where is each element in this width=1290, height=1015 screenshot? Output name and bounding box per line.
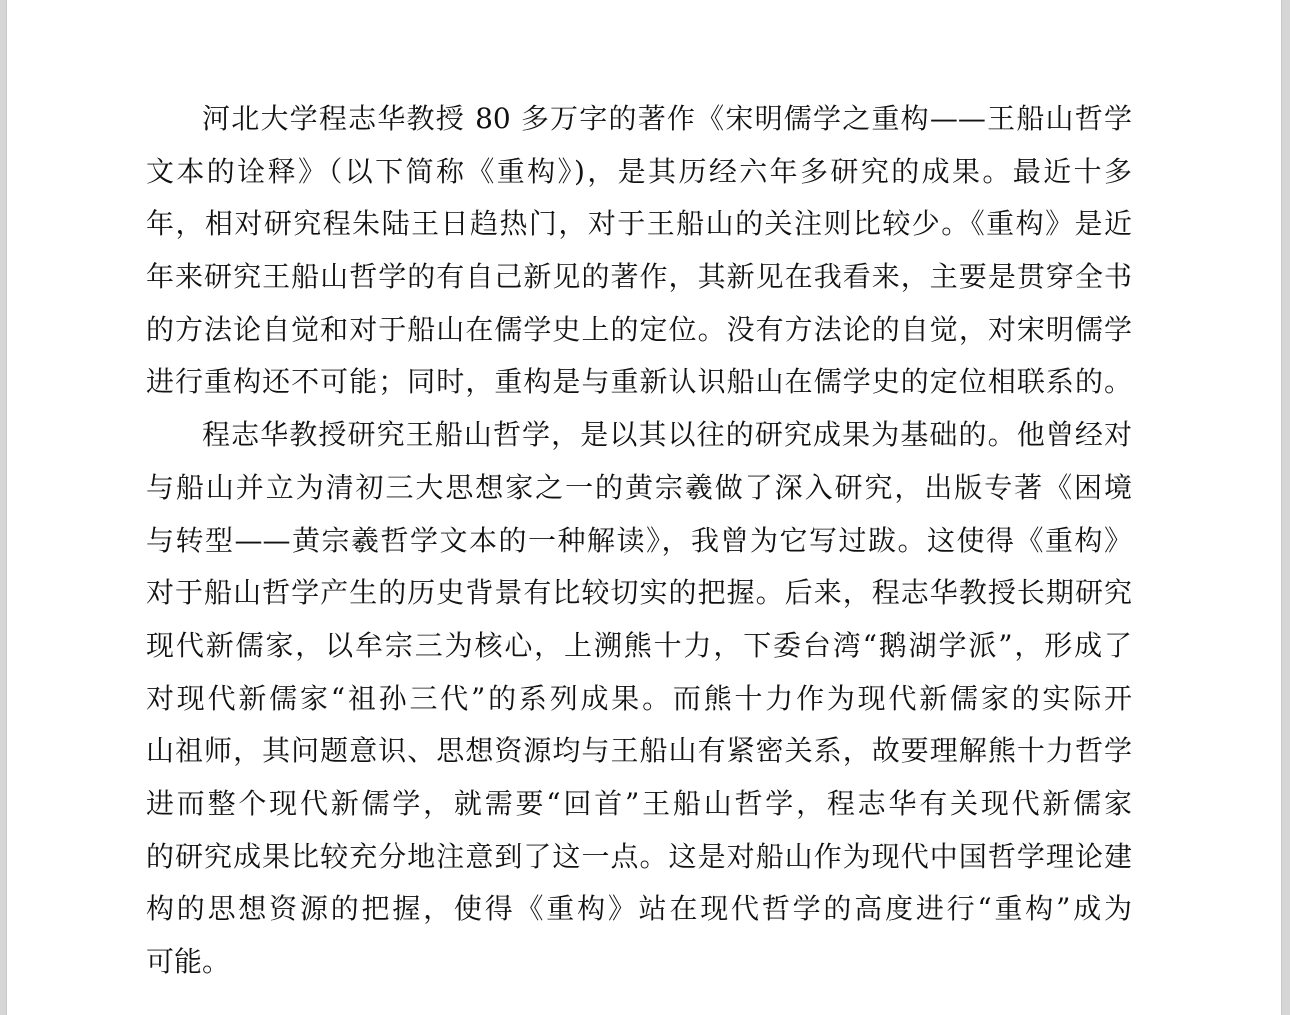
text-line: 进而整个现代新儒学，就需要“回首”王船山哲学，程志华有关现代新儒家 — [146, 786, 1132, 820]
text-line: 可能。 — [146, 945, 231, 978]
paragraph-2 — [146, 409, 1132, 989]
text-line: 进行重构还不可能；同时，重构是与重新认识船山在儒学史的定位相联系的。 — [146, 365, 1132, 399]
text-line: 年，相对研究程朱陆王日趋热门，对于王船山的关注则比较少。《重构》是近 — [146, 207, 1132, 241]
document-page — [6, 0, 1282, 1015]
text-line: 对现代新儒家“祖孙三代”的系列成果。而熊十力作为现代新儒家的实际开 — [146, 681, 1132, 715]
text-line: 对于船山哲学产生的历史背景有比较切实的把握。后来，程志华教授长期研究 — [146, 576, 1132, 610]
text-line: 文本的诠释》（以下简称《重构》)，是其历经六年多研究的成果。最近十多 — [146, 154, 1132, 188]
paragraph-1 — [146, 93, 1132, 409]
document-body — [146, 93, 1132, 989]
text-line: 程志华教授研究王船山哲学，是以其以往的研究成果为基础的。他曾经对 — [202, 418, 1132, 452]
text-line: 与船山并立为清初三大思想家之一的黄宗羲做了深入研究，出版专著《困境 — [146, 470, 1132, 504]
text-line: 的方法论自觉和对于船山在儒学史上的定位。没有方法论的自觉，对宋明儒学 — [146, 312, 1132, 346]
text-line: 河北大学程志华教授 80 多万字的著作《宋明儒学之重构——王船山哲学 — [202, 102, 1132, 135]
text-line: 现代新儒家，以牟宗三为核心，上溯熊十力，下委台湾“鹅湖学派”，形成了 — [146, 628, 1132, 662]
text-line: 山祖师，其问题意识、思想资源均与王船山有紧密关系，故要理解熊十力哲学 — [146, 734, 1132, 768]
text-line: 的研究成果比较充分地注意到了这一点。这是对船山作为现代中国哲学理论建 — [146, 839, 1132, 873]
text-line: 构的思想资源的把握，使得《重构》站在现代哲学的高度进行“重构”成为 — [146, 892, 1132, 926]
text-line: 年来研究王船山哲学的有自己新见的著作，其新见在我看来，主要是贯穿全书 — [146, 260, 1132, 294]
text-line: 与转型——黄宗羲哲学文本的一种解读》，我曾为它写过跋。这使得《重构》 — [146, 523, 1132, 557]
